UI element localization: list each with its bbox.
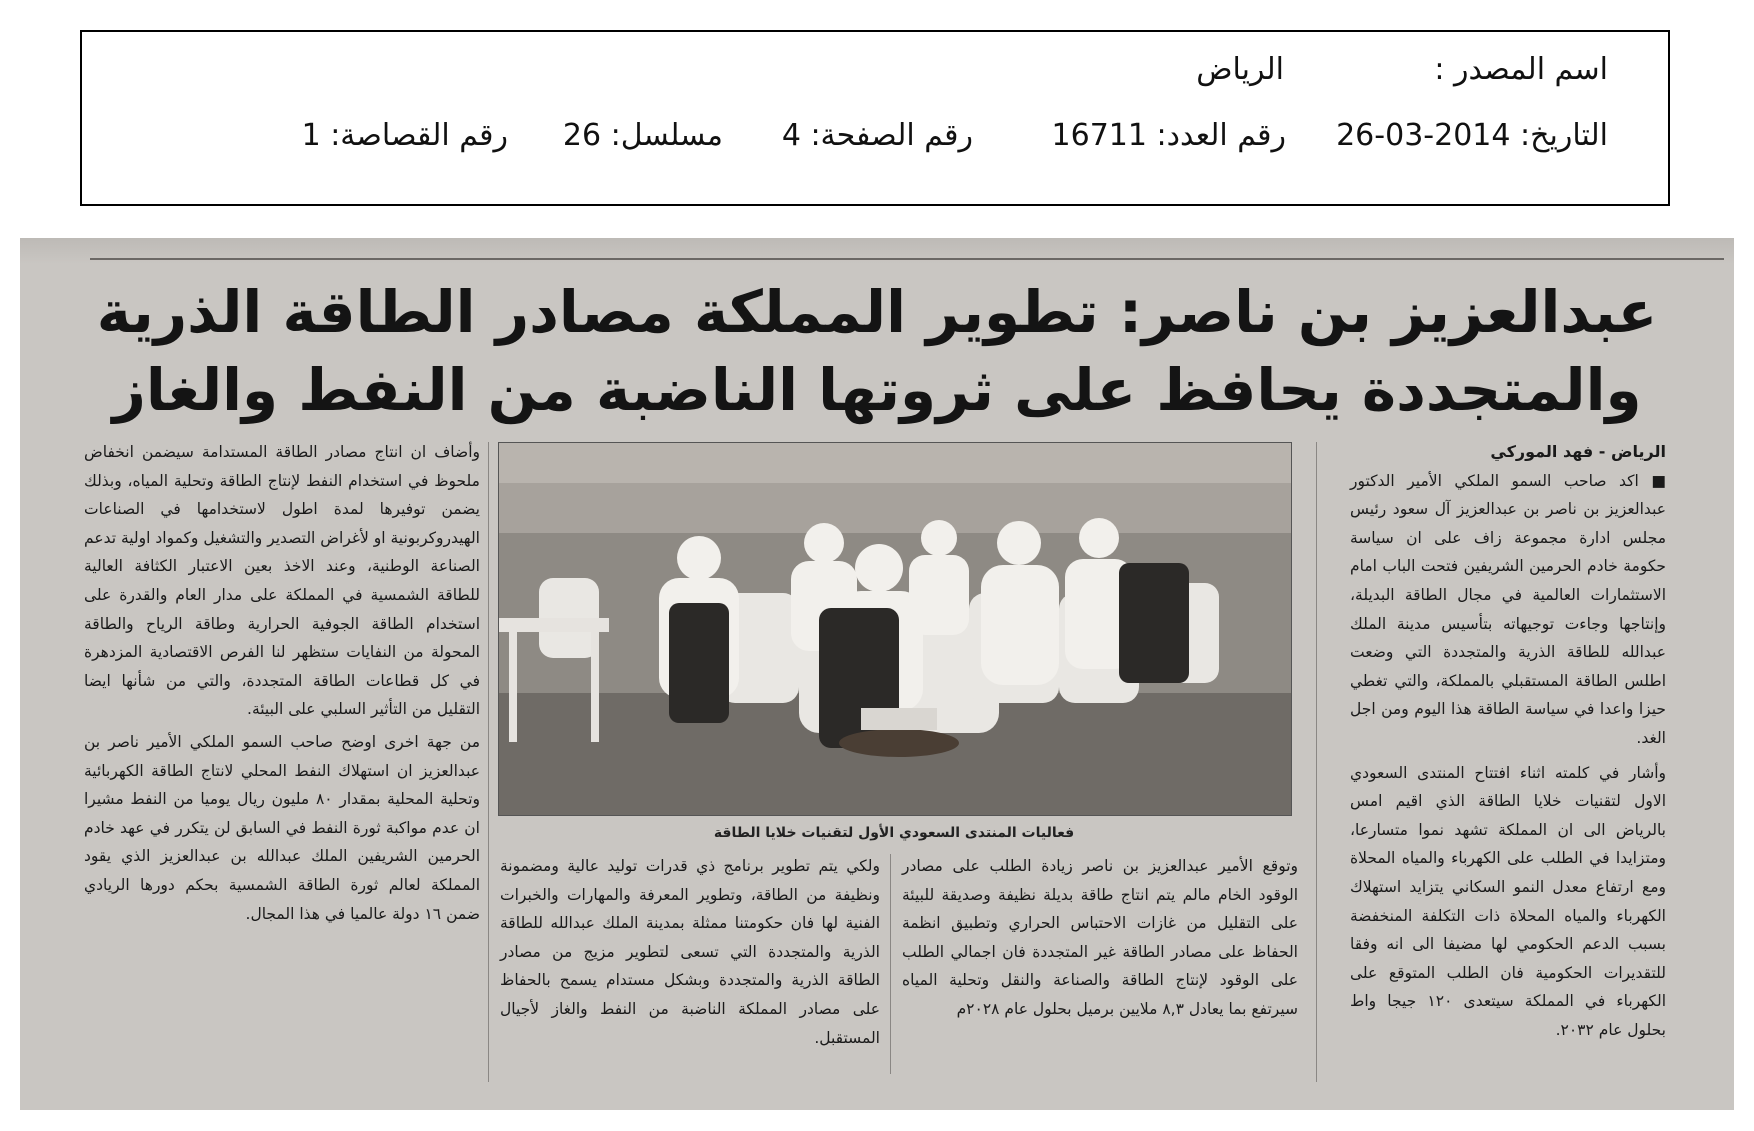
article-column-middle-left [500,852,880,1052]
source-label: اسم المصدر : [1434,52,1608,87]
article-column-middle-right [902,852,1298,1024]
paragraph: وأشار في كلمته اثناء افتتاح المنتدى السعودي الاول لتقنيات خلايا الطاقة الذي اقيم امس بالرياض الى ان المملكة تشهد نموا متسارعا، ومتزايدا في الطلب على الكهرباء والمياه المحلاة ومع ارتفاع معدل النمو السكاني يتزايد استهلاك الكهرباء والمياه المحلاة ذات التكلفة المنخفضة بسبب الدعم الحكومي لها مضيفا الى انه وفقا للتقديرات الحكومية فان الطلب المتوقع على الكهرباء في المملكة سيتعدى ١٢٠ جيجا واط بحلول عام ٢٠٣٢. [1350,763,1666,1039]
clipping-top-band [20,238,1734,264]
photo-caption: فعاليات المنتدى السعودي الأول لتقنيات خلايا الطاقة [713,825,1075,841]
paragraph: من جهة اخرى اوضح صاحب السمو الملكي الأمير ناصر بن عبدالعزيز ان استهلاك النفط المحلي لانتاج الطاقة الكهربائية وتحلية المحلية بمقدار ٨٠ مليون ريال يوميا من النفط مشيرا ان عدم مواكبة ثورة النفط في السابق لن يتكرر في عهد خادم الحرمين الشريفين الملك عبدالله بن عبدالعزيز الذي يقود المملكة لعالم ثورة الطاقة الشمسية بحكم دورها الريادي ضمن ١٦ دولة عالميا في هذا المجال. [84,732,480,923]
byline: الرياض - فهد الموركي [1490,442,1666,461]
top-rule [90,258,1724,260]
column-divider [488,442,489,1082]
page-field: رقم الصفحة: 4 [781,118,973,153]
headline-line-1: عبدالعزيز بن ناصر: تطوير المملكة مصادر الطاقة الذرية [96,278,1658,346]
paragraph: ولكي يتم تطوير برنامج ذي قدرات توليد عالية ومضمونة ونظيفة من الطاقة، وتطوير المعرفة والمهارات والخبرات الفنية لها فان حكومتنا ممثلة بمدينة الملك عبدالله للطاقة الذرية والمتجددة التي تسعى لتطوير مزيج من مصادر الطاقة الذرية والمتجددة وبشكل مستدام يسمح بالحفاظ على مصادر المملكة الناضبة من النفط والغاز لأجيال المستقبل. [500,857,880,1047]
paragraph: ■ اكد صاحب السمو الملكي الأمير الدكتور عبدالعزيز بن ناصر بن عبدالعزيز آل سعود رئيس مجلس ادارة مجموعة زاف على ان سياسة حكومة خادم الحرمين الشريفين فتحت الباب امام الاستثمارات العالمية في مجال الطاقة البديلة، وإنتاجها وجاءت توجيهاته بتأسيس مدينة الملك عبدالله للطاقة الذرية والمتجددة التي وضعت اطلس الطاقة المستقبلي بالمملكة، والتي تغطي حيزا واعدا في سياسة الطاقة هذا اليوم ومن اجل الغد. [1350,471,1666,747]
column-divider [1316,442,1317,1082]
photo-illustration [499,443,1291,815]
source-value: الرياض [1196,52,1284,87]
article-column-left [84,438,480,928]
date-field: التاريخ: 2014-03-26 [1336,118,1608,153]
clip-number-field: رقم القصاصة: 1 [301,118,508,153]
paragraph: وأضاف ان انتاج مصادر الطاقة المستدامة سيضمن انخفاض ملحوظ في استخدام النفط لإنتاج الطاقة وتحلية المياه، وبذلك يضمن توفيرها لمدة اطول لاستخدامها في الصناعات الهيدروكربونية او لأغراض التصدير والتشغيل وكمواد اولية تدعم الصناعة الوطنية، وعند الاخذ بعين الاعتبار الكثافة العالية للطاقة الشمسية في المملكة على مدار العام والقدرة على استخدام الطاقة الجوفية الحرارية وطاقة الرياح والطاقة المحولة من النفايات ستظهر لنا الفرص الاقتصادية المزدهرة في كل قطاعات الطاقة المتجددة، والتي من شأنها ايضا التقليل من التأثير السلبي على البيئة. [84,443,480,719]
issue-field: رقم العدد: 16711 [1051,118,1286,153]
clipping-metadata-box [80,30,1670,206]
column-divider [890,854,891,1074]
article-column-right [1350,438,1666,1044]
event-photo [498,442,1292,816]
headline-line-2: والمتجددة يحافظ على ثروتها الناضبة من النفط والغاز [112,356,1642,424]
serial-field: مسلسل: 26 [562,118,723,153]
newspaper-clipping [20,238,1734,1110]
paragraph: وتوقع الأمير عبدالعزيز بن ناصر زيادة الطلب على مصادر الوقود الخام مالم يتم انتاج طاقة بديلة نظيفة وصديقة للبيئة على التقليل من غازات الاحتباس الحراري وتطبيق انظمة الحفاظ على مصادر الطاقة غير المتجددة فان اجمالي الطلب على الوقود لإنتاج الطاقة والصناعة والنقل وتحلية المياه سيرتفع بما يعادل ٨,٣ ملايين برميل بحلول عام ٢٠٢٨م [902,857,1298,1018]
